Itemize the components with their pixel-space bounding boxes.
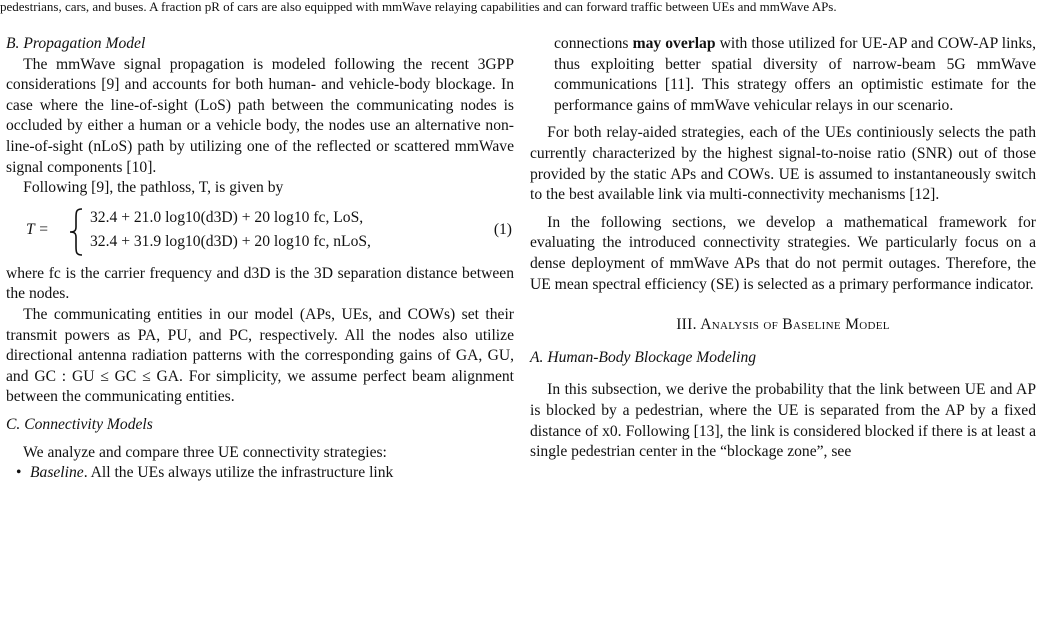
equation-number: (1) [493, 220, 512, 238]
paragraph: We analyze and compare three UE connectivity strategies: [23, 443, 387, 461]
section-heading: III. Analysis of Baseline Model [676, 316, 890, 334]
list-item [16, 463, 514, 484]
paragraph: In the following sections, we develop a mathematical framework for evaluating the introduced connectivity strategies. We particularly focus on a dense deployment of mmWave APs that do not permit outages. Therefore, the UE mean spectral efficiency (SE) is selected as a primary performance indicator. [530, 213, 1036, 293]
paragraph: The mmWave signal propagation is modeled following the recent 3GPP considerations [9] and accounts for both human- and vehicle-body blockage. In case where the line-of-sight (LoS) path between the communicating nodes is occluded by either a human or a vehicle body, the nodes use an alternative non-line-of-sight (nLoS) path by utilizing one of the reflected or scattered mmWave signal components [10]. [6, 55, 514, 176]
paragraph: In this subsection, we derive the probability that the link between UE and AP is blocked by a pedestrian, where the UE is separated from the AP by a fixed distance of x0. Following [13], the link is considered blocked if there is at least a single pedestrian center in the “blockage zone”, see [530, 381, 1036, 461]
subsection-heading-propagation-model: B. Propagation Model [6, 35, 146, 52]
right-column [530, 34, 1036, 463]
left-column [6, 34, 514, 484]
bullet-term: Baseline [30, 464, 84, 482]
curly-brace-icon [68, 208, 84, 256]
subsection-heading-connectivity-models: C. Connectivity Models [6, 415, 153, 433]
paragraph: The communicating entities in our model (APs, UEs, and COWs) set their transmit powers as PA, PU, and PC, respectively. All the nodes also utilize directional antenna radiation patterns with the corresponding gains of GA, GU, and GC : GU ≤ GC ≤ GA. For simplicity, we assume perfect beam alignment between the communicating entities. [6, 305, 514, 406]
subsection-heading-blockage-modeling: A. Human-Body Blockage Modeling [530, 348, 757, 366]
equation-pathloss [6, 206, 514, 258]
equation-lhs: T = [26, 220, 49, 238]
equation-case-los: 32.4 + 21.0 log10(d3D) + 20 log10 fc, LoS, [90, 208, 364, 226]
paragraph: For both relay-aided strategies, each of the UEs continiously selects the path currently characterized by the highest signal-to-noise ratio (SNR) out of those provided by the static APs and COWs. UE is assumed to instantaneously switch to the best available link via multi-connectivity mechanisms [12]. [530, 124, 1036, 204]
paragraph: where fc is the carrier frequency and d3D is the 3D separation distance between the nodes. [6, 264, 514, 303]
bullet-icon: • [16, 464, 22, 482]
bullet-text: . All the UEs always utilize the infrastructure link [83, 464, 394, 482]
figure-caption-tail: pedestrians, cars, and buses. A fraction pR of cars are also equipped with mmWave relaying capabilities and can forward traffic between UEs and mmWave APs. [0, 0, 837, 14]
list-item-continuation: connections may overlap with those utilized for UE-AP and COW-AP links, thus exploiting better spatial diversity of narrow-beam 5G mmWave communications [11]. This strategy offers an optimistic estimate for the performance gains of mmWave vehicular relays in our scenario. [554, 35, 1036, 114]
equation-case-nlos: 32.4 + 31.9 log10(d3D) + 20 log10 fc, nLoS, [90, 232, 371, 250]
paragraph: Following [9], the pathloss, T, is given by [23, 179, 284, 197]
emphasis-bold: may overlap [632, 35, 716, 52]
